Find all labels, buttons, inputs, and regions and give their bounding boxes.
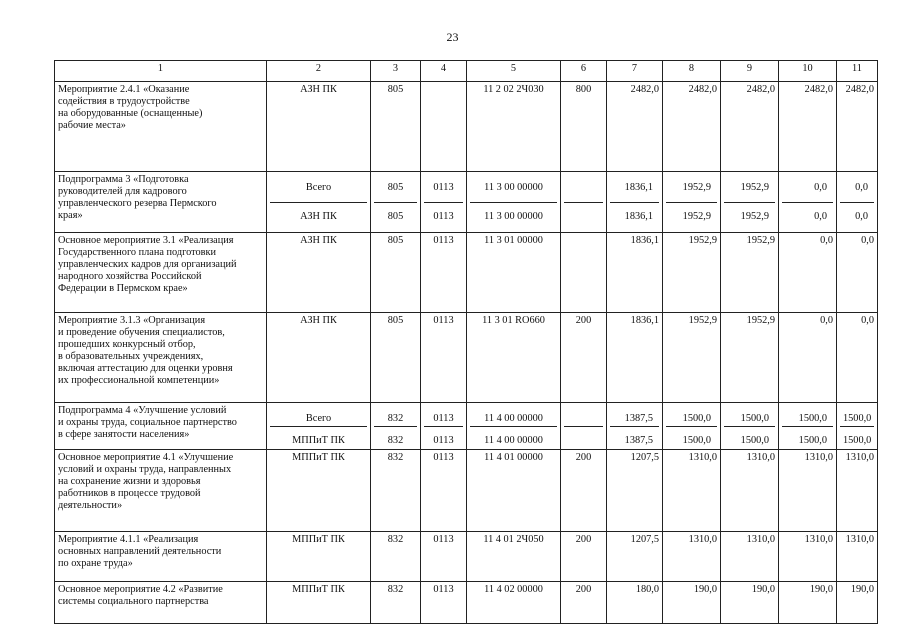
table-row <box>55 172 878 233</box>
target-article-cell: 11 3 01 00000 <box>467 233 561 313</box>
value-col-11-cell: 0,0 <box>837 233 878 313</box>
row-name: Подпрограмма 3 «Подготовка руководителей для кадрового управленческого резерва Пермского края» <box>55 172 267 233</box>
section-cell <box>421 403 467 450</box>
grbs-subcell: 832 <box>387 413 404 424</box>
value-col-10-cell <box>779 172 837 233</box>
executor-subcell: Всего <box>305 413 332 424</box>
expense-type-cell: 200 <box>561 313 607 403</box>
value-col-8-subcell: 1952,9 <box>666 202 717 230</box>
row-name: Основное мероприятие 3.1 «Реализация Государственного плана подготовки управленческих кадров для организаций народного хозяйства Российской Федерации в Пермском крае» <box>55 233 267 313</box>
budget-table <box>54 60 878 624</box>
value-col-8-cell: 1310,0 <box>663 532 721 582</box>
row-name: Подпрограмма 4 «Улучшение условий и охраны труда, социальное партнерство в сфере занятости населения» <box>55 403 267 450</box>
value-col-11-subcell: 0,0 <box>855 182 868 193</box>
row-name: Мероприятие 3.1.3 «Организация и проведение обучения специалистов, прошедших конкурсный отбор, в образовательных учреждениях, включая аттестацию для оценки уровня их профессиональной компетенции» <box>55 313 267 403</box>
value-col-9-cell: 2482,0 <box>721 82 779 172</box>
row-name: Основное мероприятие 4.1 «Улучшение условий и охраны труда, направленных на сохранение жизни и здоровья работников в процессе трудовой деятельности» <box>55 450 267 532</box>
value-col-9-cell: 190,0 <box>721 582 779 624</box>
column-header: 11 <box>837 61 878 82</box>
table-row <box>55 403 878 450</box>
target-article-cell: 11 4 01 2Ч050 <box>467 532 561 582</box>
value-col-10-subcell: 0,0 <box>782 202 833 230</box>
table-row <box>55 532 878 582</box>
value-col-7-cell <box>607 403 663 450</box>
value-col-7-cell: 1207,5 <box>607 450 663 532</box>
value-col-8-subcell: 1500,0 <box>682 413 711 424</box>
value-col-9-subcell: 1952,9 <box>724 202 775 230</box>
section-subcell: 0113 <box>424 202 463 230</box>
expense-type-cell <box>561 172 607 233</box>
executor-cell: МППиТ ПК <box>267 532 371 582</box>
value-col-8-cell <box>663 403 721 450</box>
value-col-10-cell: 1310,0 <box>779 532 837 582</box>
value-col-10-subcell: 1500,0 <box>798 413 827 424</box>
value-col-7-subcell: 1387,5 <box>624 413 653 424</box>
target-article-subcell: 11 4 00 00000 <box>470 426 557 447</box>
value-col-9-cell: 1310,0 <box>721 450 779 532</box>
target-article-subcell: 11 3 00 00000 <box>484 182 543 193</box>
value-col-10-subcell: 0,0 <box>814 182 827 193</box>
executor-cell: МППиТ ПК <box>267 450 371 532</box>
row-name: Мероприятие 4.1.1 «Реализация основных направлений деятельности по охране труда» <box>55 532 267 582</box>
value-col-9-subcell: 1952,9 <box>740 182 769 193</box>
value-col-10-cell <box>779 403 837 450</box>
column-header: 9 <box>721 61 779 82</box>
table-row <box>55 233 878 313</box>
expense-type-cell: 200 <box>561 582 607 624</box>
section-cell: 0113 <box>421 582 467 624</box>
table-row <box>55 313 878 403</box>
value-col-8-cell: 1952,9 <box>663 313 721 403</box>
expense-type-subcell <box>564 426 603 447</box>
value-col-9-cell: 1952,9 <box>721 313 779 403</box>
column-header: 2 <box>267 61 371 82</box>
value-col-9-subcell: 1500,0 <box>740 413 769 424</box>
value-col-11-cell <box>837 403 878 450</box>
target-article-cell <box>467 172 561 233</box>
executor-subcell: МППиТ ПК <box>270 426 367 447</box>
grbs-cell: 832 <box>371 582 421 624</box>
section-cell: 0113 <box>421 313 467 403</box>
target-article-cell: 11 3 01 RO660 <box>467 313 561 403</box>
column-header: 6 <box>561 61 607 82</box>
expense-type-cell: 200 <box>561 450 607 532</box>
expense-type-subcell <box>564 202 603 230</box>
header-row <box>55 61 878 82</box>
column-header: 10 <box>779 61 837 82</box>
value-col-7-subcell: 1387,5 <box>610 426 659 447</box>
grbs-cell: 805 <box>371 313 421 403</box>
value-col-8-cell <box>663 172 721 233</box>
value-col-10-cell: 0,0 <box>779 233 837 313</box>
grbs-cell: 832 <box>371 450 421 532</box>
grbs-subcell: 805 <box>374 202 417 230</box>
expense-type-cell: 800 <box>561 82 607 172</box>
target-article-cell: 11 4 01 00000 <box>467 450 561 532</box>
page-number: 23 <box>446 30 459 44</box>
column-header: 3 <box>371 61 421 82</box>
expense-type-cell <box>561 403 607 450</box>
value-col-10-cell: 1310,0 <box>779 450 837 532</box>
section-cell: 0113 <box>421 532 467 582</box>
target-article-subcell: 11 4 00 00000 <box>484 413 543 424</box>
executor-subcell: АЗН ПК <box>270 202 367 230</box>
column-header: 8 <box>663 61 721 82</box>
expense-type-subcell <box>564 405 603 426</box>
column-header: 1 <box>55 61 267 82</box>
table-row <box>55 582 878 624</box>
expense-type-cell <box>561 233 607 313</box>
section-subcell: 0113 <box>433 182 454 193</box>
value-col-10-cell: 2482,0 <box>779 82 837 172</box>
value-col-11-subcell: 1500,0 <box>840 426 874 447</box>
section-subcell: 0113 <box>433 413 454 424</box>
value-col-9-cell <box>721 403 779 450</box>
executor-cell <box>267 403 371 450</box>
value-col-7-cell: 1836,1 <box>607 313 663 403</box>
value-col-11-cell: 0,0 <box>837 313 878 403</box>
grbs-subcell: 805 <box>387 182 404 193</box>
value-col-11-subcell: 1500,0 <box>843 413 872 424</box>
executor-cell: АЗН ПК <box>267 233 371 313</box>
grbs-cell: 805 <box>371 233 421 313</box>
value-col-10-cell: 190,0 <box>779 582 837 624</box>
row-name: Основное мероприятие 4.2 «Развитие системы социального партнерства <box>55 582 267 624</box>
value-col-7-subcell: 1836,1 <box>624 182 653 193</box>
value-col-8-cell: 2482,0 <box>663 82 721 172</box>
value-col-11-cell: 2482,0 <box>837 82 878 172</box>
value-col-7-cell <box>607 172 663 233</box>
value-col-8-cell: 1310,0 <box>663 450 721 532</box>
value-col-9-subcell: 1500,0 <box>724 426 775 447</box>
executor-subcell: Всего <box>305 182 332 193</box>
value-col-8-cell: 1952,9 <box>663 233 721 313</box>
section-cell: 0113 <box>421 233 467 313</box>
executor-cell <box>267 172 371 233</box>
value-col-10-cell: 0,0 <box>779 313 837 403</box>
target-article-cell <box>467 403 561 450</box>
executor-cell: МППиТ ПК <box>267 582 371 624</box>
target-article-cell: 11 2 02 2Ч030 <box>467 82 561 172</box>
value-col-10-subcell: 1500,0 <box>782 426 833 447</box>
column-header: 7 <box>607 61 663 82</box>
value-col-7-subcell: 1836,1 <box>610 202 659 230</box>
grbs-cell: 805 <box>371 82 421 172</box>
value-col-11-cell <box>837 172 878 233</box>
value-col-11-cell: 190,0 <box>837 582 878 624</box>
value-col-8-cell: 190,0 <box>663 582 721 624</box>
expense-type-subcell <box>564 174 603 202</box>
value-col-9-cell: 1310,0 <box>721 532 779 582</box>
grbs-cell <box>371 403 421 450</box>
value-col-9-cell: 1952,9 <box>721 233 779 313</box>
executor-cell: АЗН ПК <box>267 313 371 403</box>
target-article-subcell: 11 3 00 00000 <box>470 202 557 230</box>
value-col-9-cell <box>721 172 779 233</box>
table-row <box>55 82 878 172</box>
value-col-8-subcell: 1952,9 <box>682 182 711 193</box>
value-col-7-cell: 180,0 <box>607 582 663 624</box>
section-cell <box>421 172 467 233</box>
row-name: Мероприятие 2.4.1 «Оказание содействия в трудоустройстве на оборудованные (оснащенные) рабочие места» <box>55 82 267 172</box>
column-header: 5 <box>467 61 561 82</box>
value-col-7-cell: 1207,5 <box>607 532 663 582</box>
value-col-7-cell: 2482,0 <box>607 82 663 172</box>
section-cell <box>421 82 467 172</box>
section-subcell: 0113 <box>424 426 463 447</box>
table-row <box>55 450 878 532</box>
value-col-11-cell: 1310,0 <box>837 450 878 532</box>
value-col-8-subcell: 1500,0 <box>666 426 717 447</box>
section-cell: 0113 <box>421 450 467 532</box>
value-col-11-subcell: 0,0 <box>840 202 874 230</box>
grbs-cell: 832 <box>371 532 421 582</box>
value-col-11-cell: 1310,0 <box>837 532 878 582</box>
grbs-cell <box>371 172 421 233</box>
target-article-cell: 11 4 02 00000 <box>467 582 561 624</box>
grbs-subcell: 832 <box>374 426 417 447</box>
executor-cell: АЗН ПК <box>267 82 371 172</box>
column-header: 4 <box>421 61 467 82</box>
value-col-7-cell: 1836,1 <box>607 233 663 313</box>
expense-type-cell: 200 <box>561 532 607 582</box>
